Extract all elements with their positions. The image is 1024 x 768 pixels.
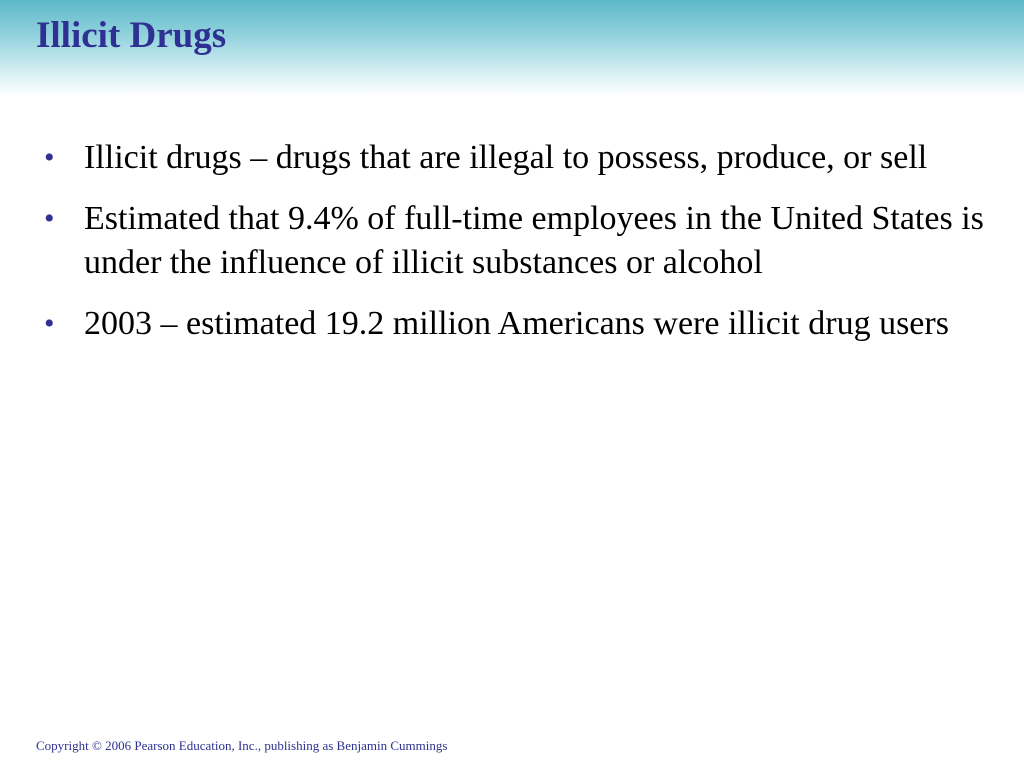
slide-title: Illicit Drugs xyxy=(36,15,227,56)
bullet-dot-icon: • xyxy=(44,307,55,340)
copyright-footer: Copyright © 2006 Pearson Education, Inc., publishing as Benjamin Cummings xyxy=(36,738,448,753)
bullet-text: Estimated that 9.4% of full-time employees in the United States is under the influence of illicit substances or alcohol xyxy=(84,200,984,281)
bullet-item xyxy=(40,302,1005,346)
bullet-list xyxy=(40,136,1005,363)
bullet-text: Illicit drugs – drugs that are illegal to possess, produce, or sell xyxy=(84,139,928,176)
bullet-text: 2003 – estimated 19.2 million Americans were illicit drug users xyxy=(84,305,949,342)
bullet-dot-icon: • xyxy=(44,202,55,235)
bullet-item xyxy=(40,136,1005,180)
bullet-dot-icon: • xyxy=(44,141,55,174)
bullet-item xyxy=(40,197,1005,285)
